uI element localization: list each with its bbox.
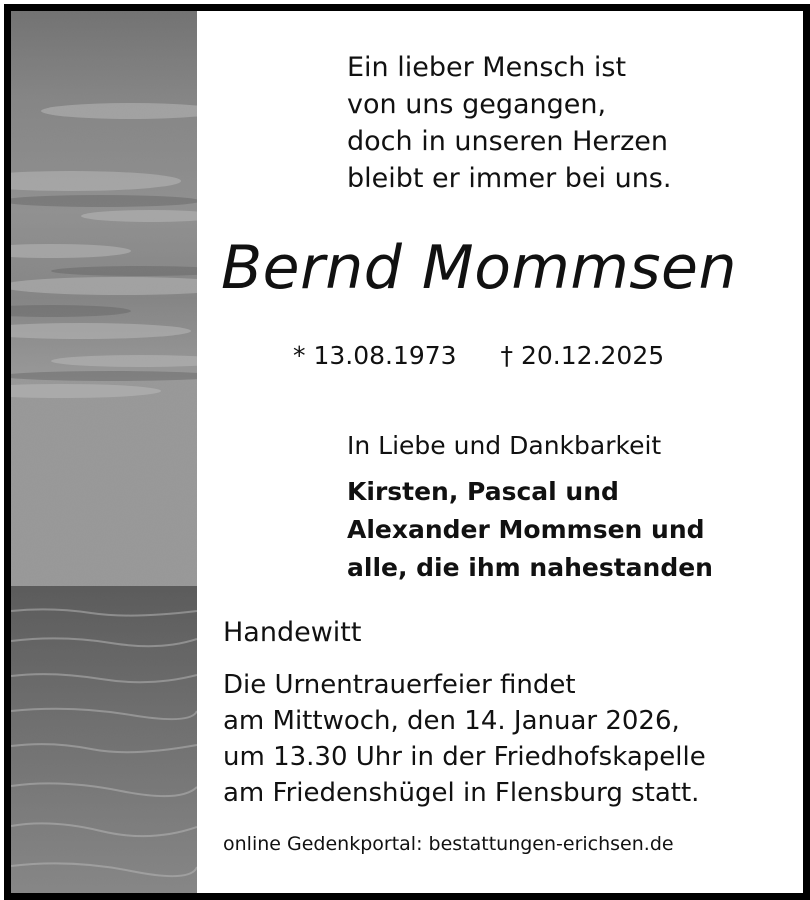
mourners [347,473,787,587]
poem-line: Ein lieber Mensch ist [347,52,627,83]
birth-date: * 13.08.1973 [293,341,457,370]
mourners-line: alle, die ihm nahestanden [347,553,713,582]
service-line: um 13.30 Uhr in der Friedhofskapelle [223,742,706,772]
life-dates [293,341,793,370]
death-date: † 20.12.2025 [500,341,665,370]
poem-line: von uns gegangen, [347,89,607,120]
memorial-poem [347,49,787,197]
mourners-line: Kirsten, Pascal und [347,477,619,506]
poem-line: bleibt er immer bei uns. [347,163,672,194]
service-line: Die Urnentrauerfeier findet [223,670,576,700]
poem-line: doch in unseren Herzen [347,126,669,157]
thanks-line: In Liebe und Dankbarkeit [347,431,662,460]
obituary-text [197,11,803,893]
service-line: am Mittwoch, den 14. Januar 2026, [223,706,680,736]
place-name: Handewitt [223,617,362,648]
service-announcement [223,667,793,811]
mourners-line: Alexander Mommsen und [347,515,705,544]
sea-photo [11,11,197,893]
obituary-frame [4,4,810,900]
service-line: am Friedenshügel in Flensburg statt. [223,778,700,808]
memorial-portal-link[interactable]: online Gedenkportal: bestattungen-erichsen.de [223,833,674,855]
deceased-name: Bernd Mommsen [221,233,738,303]
